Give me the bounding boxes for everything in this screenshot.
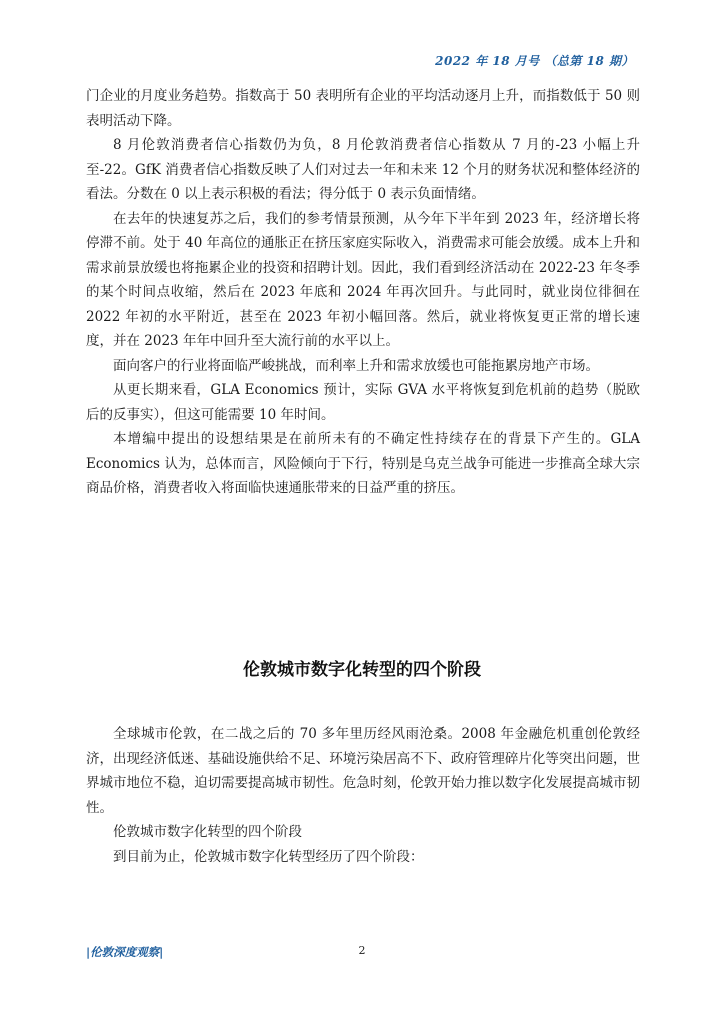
article-body — [86, 84, 640, 501]
page-number: 2 — [358, 944, 366, 957]
section-paragraph-stages: 到目前为止，伦敦城市数字化转型经历了四个阶段： — [113, 848, 424, 865]
publication-name: |伦敦深度观察| — [86, 945, 164, 959]
paragraph-long-term: 从更长期来看，GLA Economics 预计，实际 GVA 水平将恢复到危机前的趋势（脱欧后的反事实），但这可能需要 10 年时间。 — [86, 382, 640, 423]
section-title: 伦敦城市数字化转型的四个阶段 — [243, 660, 481, 680]
issue-header: 2022 年 18 月号 （总第 18 期） — [435, 54, 634, 68]
paragraph-continued: 门企业的月度业务趋势。指数高于 50 表明所有企业的平均活动逐月上升，而指数低于 50 则表明活动下降。 — [86, 88, 640, 129]
paragraph-consumer-confidence: 8 月伦敦消费者信心指数仍为负，8 月伦敦消费者信心指数从 7 月的-23 小幅上升至-22。GfK 消费者信心指数反映了人们对过去一年和未来 12 个月的财务状况和整体经济的看法。分数在 0 以上表示积极的看法；得分低于 0 表示负面情绪。 — [86, 137, 640, 202]
paragraph-customer-sectors: 面向客户的行业将面临严峻挑战，而利率上升和需求放缓也可能拖累房地产市场。 — [113, 357, 599, 374]
section-subheading: 伦敦城市数字化转型的四个阶段 — [113, 824, 302, 840]
section-paragraph-intro: 全球城市伦敦，在二战之后的 70 多年里历经风雨沧桑。2008 年金融危机重创伦敦经济，出现经济低迷、基础设施供给不足、环境污染居高不下、政府管理碎片化等突出问题，世界城市地位不稳，迫切需要提高城市韧性。危急时刻，伦敦开始力推以数字化发展提高城市韧性。 — [86, 726, 640, 816]
paragraph-reference-scenario: 在去年的快速复苏之后，我们的参考情景预测，从今年下半年到 2023 年，经济增长将停滞不前。处于 40 年高位的通胀正在挤压家庭实际收入，消费需求可能会放缓。成本上升和需求前景放缓也将拖累企业的投资和招聘计划。因此，我们看到经济活动在 2022-23 年冬季的某个时间点收缩，然后在 2023 年底和 2024 年再次回升。与此同时，就业岗位徘徊在 2022 年初的水平附近，甚至在 2023 年初小幅回落。然后，就业将恢复更正常的增长速度，并在 2023 年年中回升至大流行前的水平以上。 — [86, 210, 640, 349]
paragraph-uncertainty: 本增编中提出的设想结果是在前所未有的不确定性持续存在的背景下产生的。GLA Economics 认为，总体而言，风险倾向于下行，特别是乌克兰战争可能进一步推高全球大宗商品价格，消费者收入将面临快速通胀带来的日益严重的挤压。 — [86, 431, 640, 496]
section-body — [86, 722, 640, 869]
